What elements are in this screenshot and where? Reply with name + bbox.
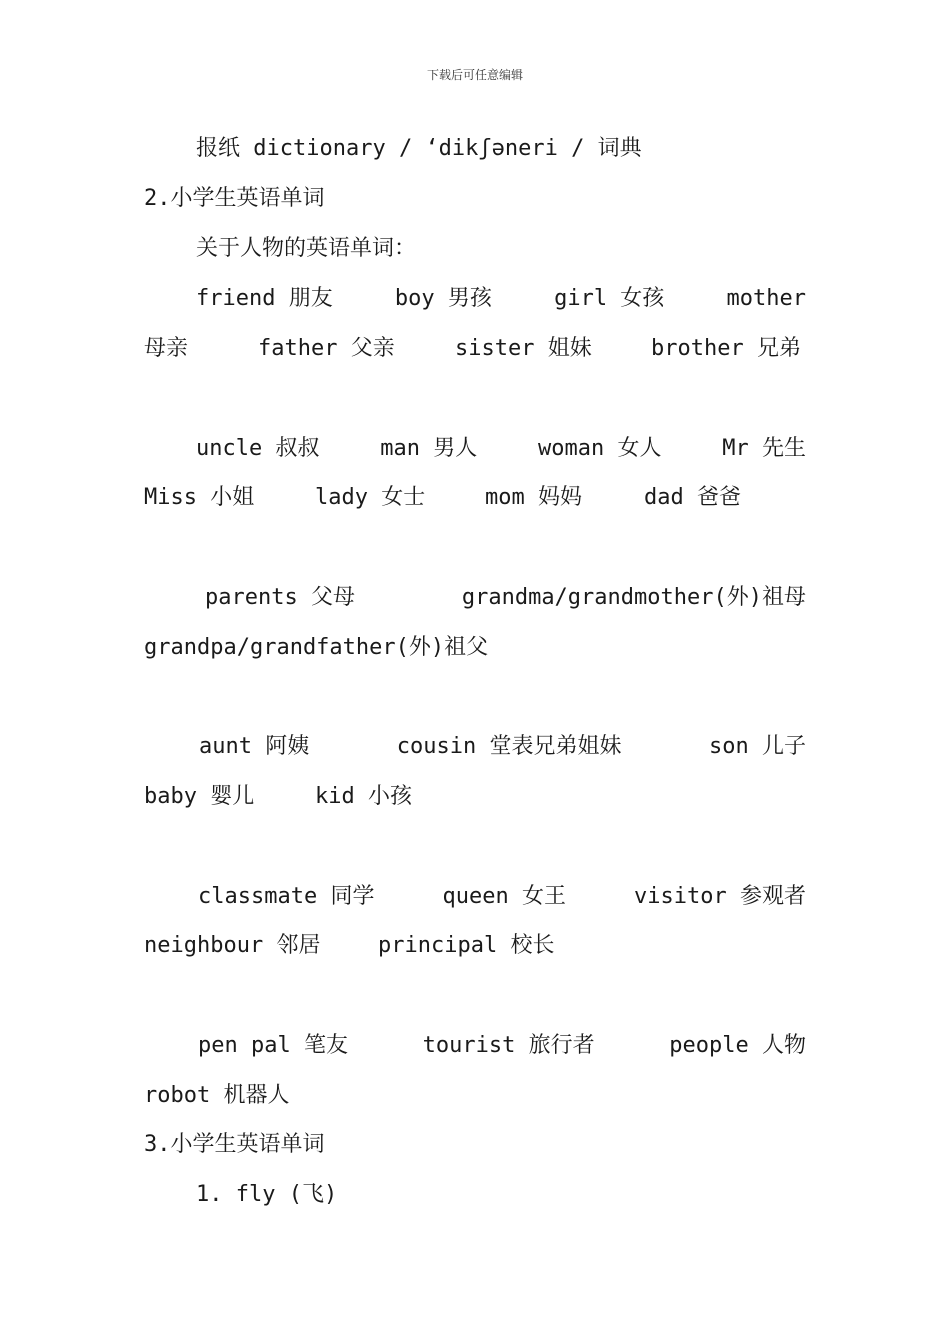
word-grandma: grandma/grandmother(外)祖母	[461, 585, 806, 610]
word-visitor: visitor 参观者	[634, 884, 806, 909]
word-son: son 儿子	[709, 734, 806, 759]
word-robot: robot 机器人	[144, 1083, 290, 1108]
word-mr: Mr 先生	[722, 436, 806, 461]
word-row	[199, 732, 806, 762]
word-lady: lady 女士	[315, 485, 426, 510]
word-kid: kid 小孩	[315, 784, 412, 809]
word-dad: dad 爸爸	[644, 485, 741, 510]
word-row	[198, 882, 806, 912]
word-woman: woman 女人	[538, 436, 662, 461]
word-classmate: classmate 同学	[198, 884, 375, 909]
word-parents: parents 父母	[205, 585, 355, 610]
word-boy: boy 男孩	[394, 286, 492, 311]
word-cousin: cousin 堂表兄弟姐妹	[396, 734, 622, 759]
word-girl: girl 女孩	[554, 286, 665, 311]
word-mother: mother	[726, 286, 806, 311]
section-3-heading: 3.小学生英语单词	[144, 1132, 325, 1157]
word-aunt: aunt 阿姨	[199, 734, 310, 759]
list-item-fly: 1. fly (飞)	[196, 1182, 338, 1207]
people-heading: 关于人物的英语单词：	[196, 236, 417, 261]
word-tourist: tourist 旅行者	[422, 1033, 595, 1058]
word-queen: queen 女王	[442, 884, 566, 909]
word-uncle: uncle 叔叔	[196, 436, 320, 461]
word-row	[198, 1031, 806, 1061]
word-baby: baby 婴儿	[144, 784, 255, 809]
word-grandpa: grandpa/grandfather(外)祖父	[144, 635, 489, 660]
word-sister: sister 姐妹	[455, 336, 592, 361]
word-penpal: pen pal 笔友	[198, 1033, 348, 1058]
word-row	[196, 434, 806, 464]
word-row	[196, 284, 806, 314]
word-brother: brother 兄弟	[651, 336, 801, 361]
word-man: man 男人	[380, 436, 478, 461]
word-principal: principal 校长	[378, 933, 555, 958]
word-miss: Miss 小姐	[144, 485, 255, 510]
word-mother-cn: 母亲	[144, 336, 189, 361]
word-mom: mom 妈妈	[485, 485, 582, 510]
page-header: 下载后可任意编辑	[426, 68, 523, 82]
word-row	[205, 583, 806, 613]
word-father: father 父亲	[258, 336, 395, 361]
word-neighbour: neighbour 邻居	[144, 933, 321, 958]
word-people: people 人物	[669, 1033, 806, 1058]
word-friend: friend 朋友	[196, 286, 333, 311]
dictionary-line: 报纸 dictionary / ‘dikʃəneri / 词典	[196, 136, 642, 161]
section-2-heading: 2.小学生英语单词	[144, 186, 325, 211]
